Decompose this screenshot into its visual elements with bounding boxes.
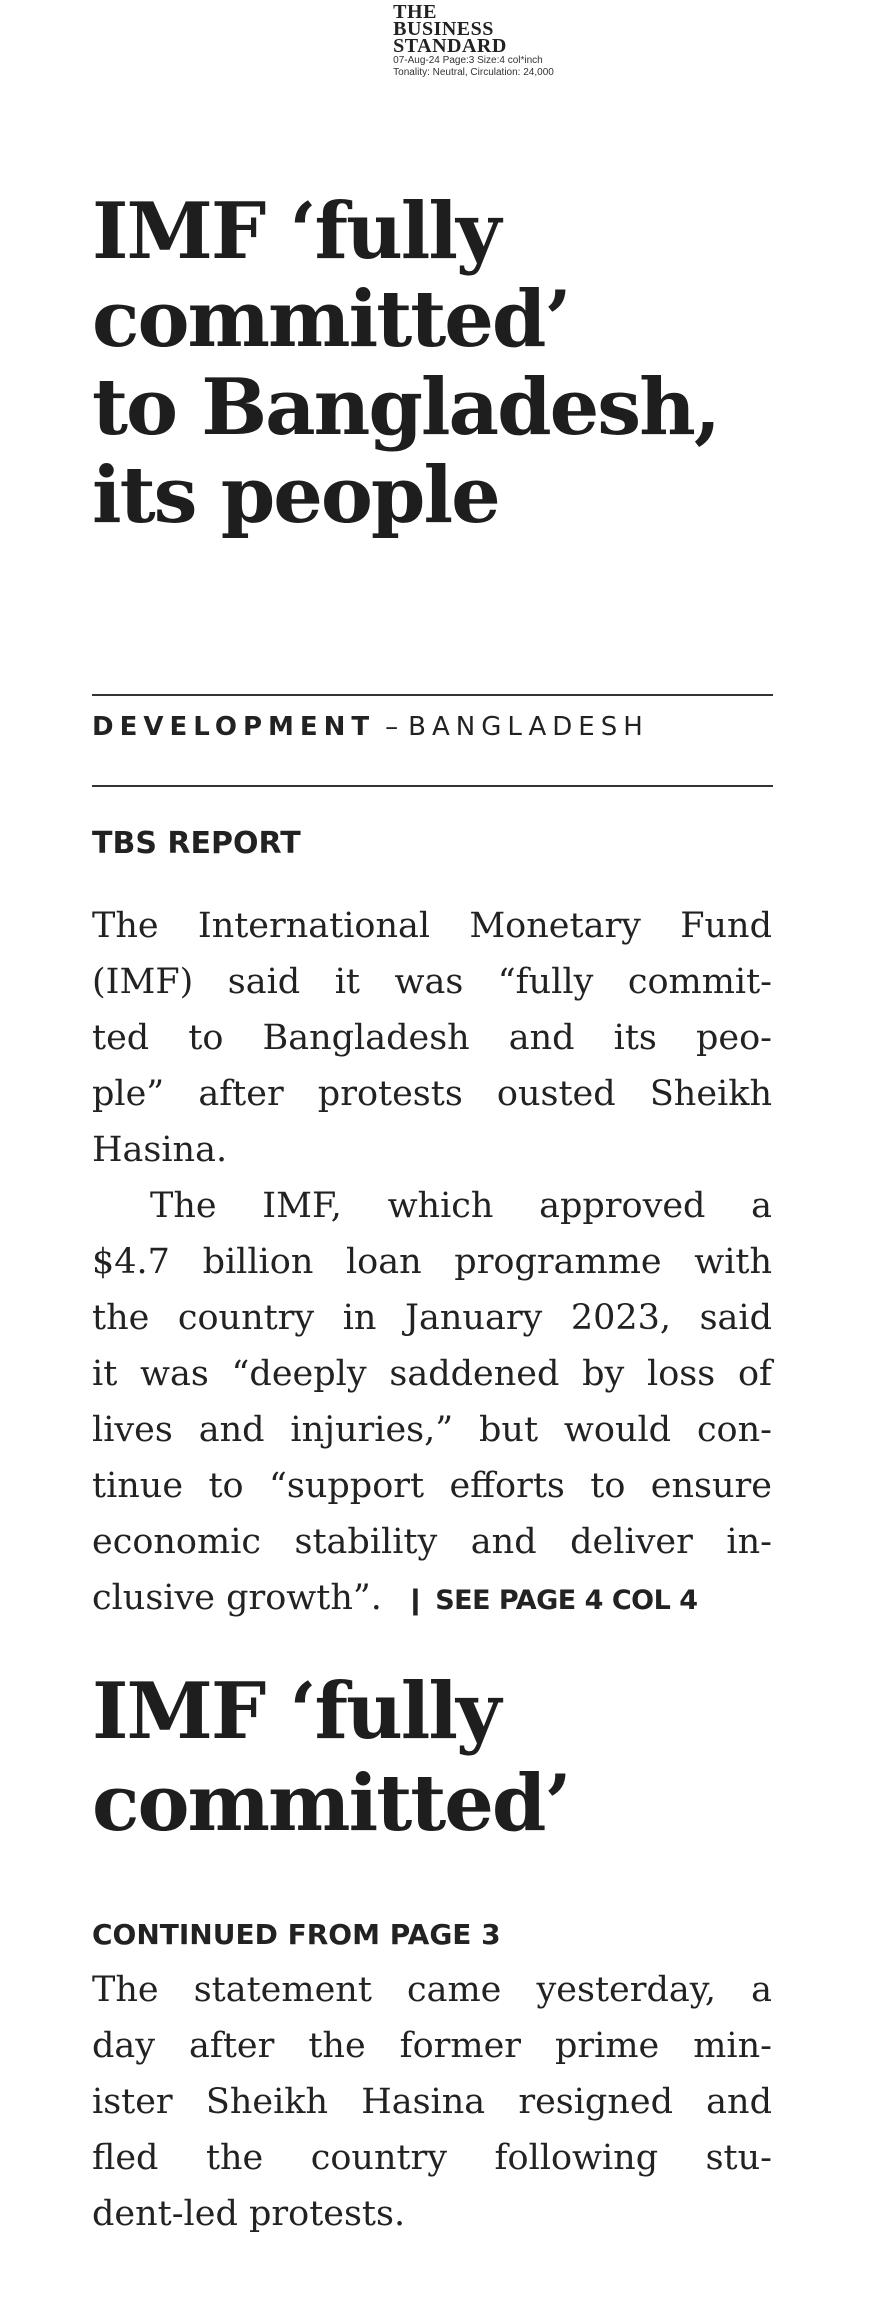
article-body bbox=[92, 898, 772, 1629]
body-line: tinue to “support efforts to ensure bbox=[92, 1466, 772, 1506]
section-label bbox=[92, 712, 792, 742]
body-line: dent-led protests. bbox=[92, 2194, 406, 2234]
continuation-body bbox=[92, 1962, 772, 2242]
body-line: The International Monetary Fund bbox=[92, 906, 772, 946]
byline: TBS REPORT bbox=[92, 826, 301, 861]
body-line: The IMF, which approved a bbox=[150, 1186, 772, 1226]
body-line: $4.7 billion loan programme with bbox=[92, 1242, 772, 1282]
body-line: the country in January 2023, said bbox=[92, 1298, 772, 1338]
body-line: The statement came yesterday, a bbox=[92, 1970, 772, 2010]
body-line: (IMF) said it was “fully commit- bbox=[92, 962, 772, 1002]
section-region: BANGLADESH bbox=[408, 712, 649, 742]
body-line: day after the former prime min- bbox=[92, 2026, 772, 2066]
section-kicker: DEVELOPMENT bbox=[92, 712, 376, 742]
body-line: it was “deeply saddened by loss of bbox=[92, 1354, 772, 1394]
body-line: Hasina. bbox=[92, 1130, 228, 1170]
masthead-line-1: THE bbox=[393, 1, 437, 23]
headline-line: IMF ‘fully bbox=[92, 1666, 500, 1757]
section-rule-bottom bbox=[92, 785, 773, 787]
section-rule-top bbox=[92, 694, 773, 696]
headline-line: its people bbox=[92, 450, 499, 541]
clipping-meta-line-1: 07-Aug-24 Page:3 Size:4 col*inch bbox=[393, 55, 543, 66]
body-line-text: clusive growth”. bbox=[92, 1578, 382, 1618]
body-line-final bbox=[92, 1570, 772, 1629]
masthead-line-3: STANDARD bbox=[393, 35, 507, 57]
continued-from-label: CONTINUED FROM PAGE 3 bbox=[92, 1918, 501, 1951]
body-line: fled the country following stu- bbox=[92, 2138, 772, 2178]
masthead bbox=[0, 1, 887, 80]
body-line: lives and injuries,” but would con- bbox=[92, 1410, 772, 1450]
body-line: ple” after protests ousted Sheikh bbox=[92, 1074, 772, 1114]
headline-line: IMF ‘fully bbox=[92, 186, 500, 277]
body-line: ted to Bangladesh and its peo- bbox=[92, 1018, 772, 1058]
body-line: ister Sheikh Hasina resigned and bbox=[92, 2082, 772, 2122]
headline-line: committed’ bbox=[92, 1758, 570, 1849]
headline-line: committed’ bbox=[92, 274, 570, 365]
continuation-headline bbox=[92, 1666, 792, 1850]
article-headline bbox=[92, 188, 792, 540]
body-line: economic stability and deliver in- bbox=[92, 1522, 772, 1562]
publication-logo bbox=[333, 1, 554, 79]
jump-reference: ❙ SEE PAGE 4 COL 4 bbox=[404, 1585, 698, 1616]
clipping-meta-line-2: Tonality: Neutral, Circulation: 24,000 bbox=[393, 67, 554, 78]
section-separator: – bbox=[385, 712, 399, 742]
masthead-line-2: BUSINESS bbox=[393, 18, 494, 40]
headline-line: to Bangladesh, bbox=[92, 362, 720, 453]
